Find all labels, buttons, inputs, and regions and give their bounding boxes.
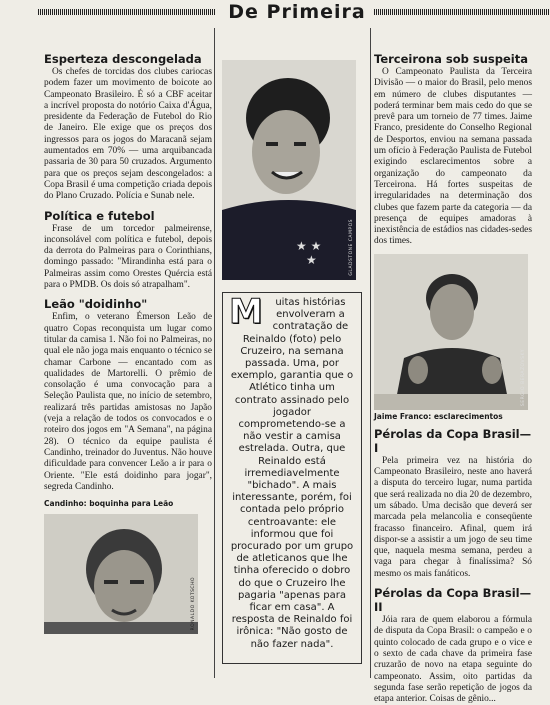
photo-candinho [44, 514, 198, 634]
section-header [38, 0, 550, 24]
pull-quote [229, 292, 355, 651]
svg-text:★ ★: ★ ★ [296, 239, 322, 253]
story-perolas-2 [374, 586, 532, 705]
story-body: Jóia rara de quem elaborou a fórmula de disputa da Copa Brasil: o campeão e o quinto colocado de cada grupo e o vice e o sexto de cada chave da primeira fase cruzarão de novo na etapa seguinte do campeonato. Assim, oito partidas da segunda fase serão repetição de jogos da etapa anterior. Coisas de gênio... [374, 615, 532, 705]
header-rule-left [38, 9, 216, 15]
drop-cap: M [229, 292, 263, 332]
photo-credit: GLADSTONE CAMPOS [349, 219, 354, 276]
svg-text:★: ★ [306, 253, 317, 267]
story-headline: Leão "doidinho" [44, 297, 148, 312]
pull-quote-box [222, 292, 362, 664]
story-headline: Política e futebol [44, 208, 155, 223]
story-body: Frase de um torcedor palmeirense, inconsolável com política e futebol, depois da derrota do Palmeiras para o Corinthians, domingo passado: "Mirandinha está para o Palmeiras assim como Orestes Quércia está para o PMDB. Os dois só atrapalham". [44, 223, 212, 291]
photo-caption: Candinho: boquinha para Leão [44, 499, 174, 509]
photo-credit: SERGIO BERAZOVSKY [521, 348, 526, 406]
portrait-illustration [44, 514, 198, 634]
story-esperteza [44, 52, 212, 203]
pull-quote-text: uitas histórias envolveram a contratação de Reinaldo (foto) pelo Cruzeiro, na semana passada. Uma, por exemplo, garantia que o Atlético tinha um contrato assinado pelo jogador comprometendo-se a não vestir a camisa estrelada. Outra, que Reinaldo está irremediavelmente "bichado". A mais interessante, porém, foi contada pelo próprio centroavante: ele informou que foi procurado por um grupo de atleticanos que lhe tinha oferecido o dobro do que o Cruzeiro lhe pagaria "apenas para ficar em casa". A resposta de Reinaldo foi irônica: "Não gosto de não fazer nada". [230, 297, 354, 650]
story-perolas-1 [374, 427, 532, 580]
story-terceirona [374, 52, 532, 248]
story-body: Os chefes de torcidas dos clubes cariocas podem fazer um movimento de boicote ao Campeonato Brasileiro. É só a CBF aceitar a incrível proposta do notório Caixa d'Água, presidente da Federação de Futebol do Rio de Janeiro. Ele exige que os preços dos ingressos para os jogos do Maracanã sejam aumentados em 70% — uma arquibancada passaria de 30 para 50 cruzados. Argumento para que os preços sejam descongelados: a Copa Brasil é uma competição criada depois do Plano Cruzado. Polícia e Sunab nele. [44, 67, 212, 202]
story-body: Pela primeira vez na história do Campeonato Brasileiro, neste ano haverá a disputa do terceiro lugar, numa partida que será realizada no dia 20 de dezembro, um sábado. Uma decisão que deverá ser marcada pela melancolia e conseqüente fracasso financeiro. Afinal, quem irá dispor-se a assistir a um jogo de seu time que, naquela mesma semana, perdeu a vaga para chegar à finalíssima? Só mesmo os mais fanáticos. [374, 455, 532, 579]
story-headline: Terceirona sob suspeita [374, 52, 528, 66]
story-headline: Pérolas da Copa Brasil—I [374, 426, 532, 455]
photo-caption: Jaime Franco: esclarecimentos [374, 411, 503, 421]
portrait-illustration [222, 60, 356, 280]
column-right [374, 52, 532, 705]
story-body: Enfim, o veterano Émerson Leão de quatro Copas reconquista um lugar como titular da camisa 1. Não foi no Palmeiras, no qual ele não joga mais enquanto o técnico se chamar Carbone — encantado com as qualidades de Martorelli. O prêmio de consolação é uma convocação para a Seleção Paulista que, no início de setembro, realizará três partidas amistosas no Japão (veja a relação de todos os convocados e o roteiro dos jogos em "A Semana", na página 28). O técnico da equipe paulista é Candinho, treinador do Juventus. Não houve dificuldade para convencer Leão a ir para o Oriente. "Ele está doidinho para jogar", segreda Candinho. [44, 312, 212, 492]
portrait-illustration [374, 254, 528, 410]
story-leao [44, 297, 212, 493]
photo-jaime-franco [374, 254, 528, 410]
story-body: O Campeonato Paulista da Terceira Divisão — o maior do Brasil, pelo menos em número de clubes disputantes — poderá terminar bem mais cedo do que se prevê para um torneio de 77 times. Jaime Franco, presidente do Conselho Regional de Desportos, enviou na semana passada um ofício à Federação Paulista de Futebol exigindo esclarecimentos sobre a organização do campeonato da Terceirona. Há fortes suspeitas de irregularidades na determinação dos clubes que fazem parte da categoria — da presença de equipes amadoras à inexistência de estádios nas cidades-sedes dos times. [374, 67, 532, 247]
column-divider [214, 28, 215, 678]
photo-reinaldo [222, 60, 356, 280]
section-title: De Primeira [228, 1, 366, 23]
header-rule-right [374, 9, 550, 15]
story-politica [44, 209, 212, 292]
story-headline: Esperteza descongelada [44, 52, 202, 66]
column-divider [370, 28, 371, 678]
photo-credit: RONALDO KOTSCHO [191, 576, 196, 631]
story-headline: Pérolas da Copa Brasil—II [374, 586, 532, 615]
column-left [44, 52, 212, 678]
